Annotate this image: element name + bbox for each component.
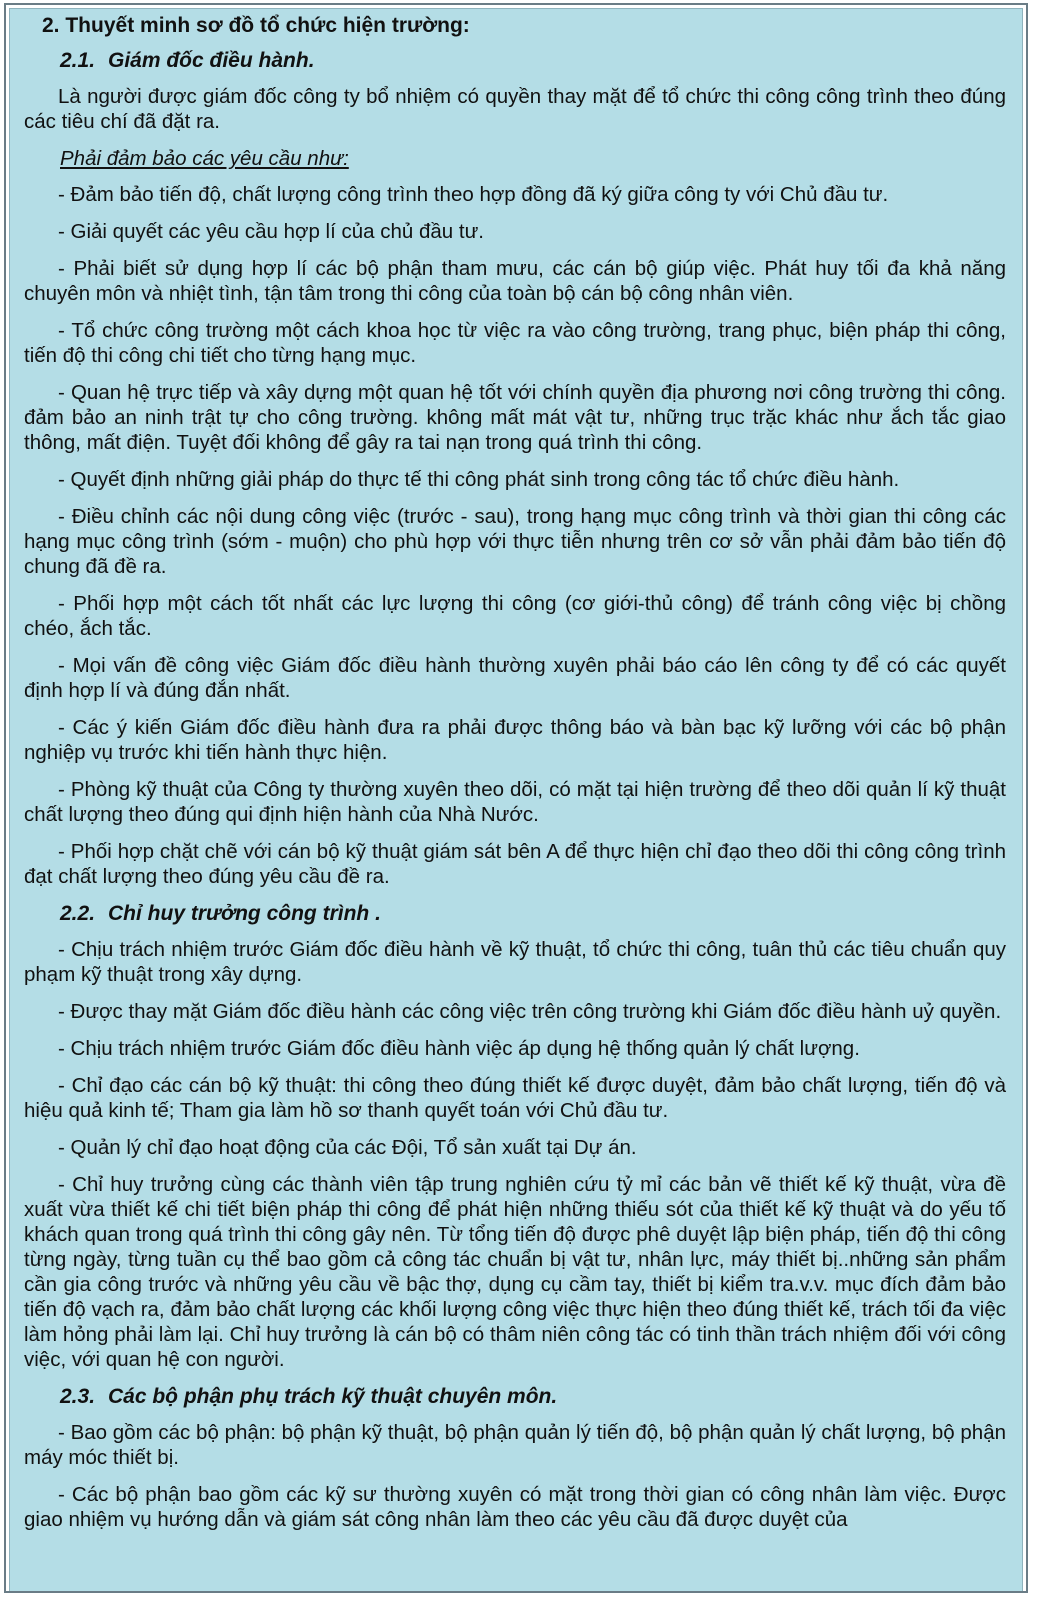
requirements-subheading: Phải đảm bảo các yêu cầu như:	[60, 147, 349, 170]
paragraph: - Quyết định những giải pháp do thực tế thi công phát sinh trong công tác tổ chức điều hành.	[58, 468, 900, 491]
paragraph: - Chịu trách nhiệm trước Giám đốc điều hành việc áp dụng hệ thống quản lý chất lượng.	[58, 1037, 860, 1060]
subsection-number: 2.1.	[60, 49, 96, 72]
subsection-number: 2.2.	[60, 902, 96, 925]
subsection-heading-2-3	[60, 1384, 1006, 1409]
subsection-heading-2-1	[60, 48, 1006, 73]
subsection-title: Các bộ phận phụ trách kỹ thuật chuyên môn.	[108, 1385, 558, 1408]
paragraph: - Được thay mặt Giám đốc điều hành các công việc trên công trường khi Giám đốc điều hành uỷ quyền.	[58, 1000, 1002, 1023]
paragraph: - Đảm bảo tiến độ, chất lượng công trình theo hợp đồng đã ký giữa công ty với Chủ đầu tư.	[58, 183, 889, 206]
subsection-title: Chỉ huy trưởng công trình .	[108, 902, 381, 925]
paragraph: - Bao gồm các bộ phận: bộ phận kỹ thuật, bộ phận quản lý tiến độ, bộ phận quản lý chất lượng, bộ phận máy móc thiết bị.	[24, 1421, 1006, 1469]
section-heading: 2. Thuyết minh sơ đồ tổ chức hiện trường:	[42, 14, 470, 37]
paragraph: - Phải biết sử dụng hợp lí các bộ phận tham mưu, các cán bộ giúp việc. Phát huy tối đa khả năng chuyên môn và nhiệt tình, tận tâm trong thi công của toàn bộ cán bộ công nhân viên.	[24, 257, 1006, 305]
subsection-title: Giám đốc điều hành.	[108, 49, 315, 72]
subsection-heading-2-2	[60, 901, 1006, 926]
paragraph: - Phòng kỹ thuật của Công ty thường xuyên theo dõi, có mặt tại hiện trường để theo dõi quản lí kỹ thuật chất lượng theo đúng qui định hiện hành của Nhà Nước.	[24, 778, 1006, 826]
paragraph: - Các ý kiến Giám đốc điều hành đưa ra phải được thông báo và bàn bạc kỹ lưỡng với các bộ phận nghiệp vụ trước khi tiến hành thực hiện.	[24, 716, 1006, 764]
paragraph: - Chỉ đạo các cán bộ kỹ thuật: thi công theo đúng thiết kế được duyệt, đảm bảo chất lượng, tiến độ và hiệu quả kinh tế; Tham gia làm hồ sơ thanh quyết toán với Chủ đầu tư.	[24, 1074, 1006, 1122]
paragraph: - Chỉ huy trưởng cùng các thành viên tập trung nghiên cứu tỷ mỉ các bản vẽ thiết kế kỹ thuật, vừa đề xuất vừa thiết kế chi tiết biện pháp thi công để phát hiện những thiếu sót của thiết kế kỹ thuật và do yếu tố khách quan trong quá trình thi công gây nên. Từ tổng tiến độ được phê duyệt lập biện pháp, tiến độ thi công từng ngày, từng tuần cụ thể bao gồm cả công tác chuẩn bị vật tư, nhân lực, máy thiết bị..những sản phẩm cần gia công trước và những yêu cầu về bậc thợ, dụng cụ cầm tay, thiết bị kiểm tra.v.v. mục đích đảm bảo tiến độ vạch ra, đảm bảo chất lượng các khối lượng công việc thực hiện theo đúng thiết kế, trách tối đa việc làm hỏng phải làm lại. Chỉ huy trưởng là cán bộ có thâm niên công tác có tinh thần trách nhiệm đối với công việc, với quan hệ con người.	[24, 1173, 1006, 1371]
paragraph: - Phối hợp chặt chẽ với cán bộ kỹ thuật giám sát bên A để thực hiện chỉ đạo theo dõi thi công công trình đạt chất lượng theo đúng yêu cầu đề ra.	[24, 840, 1006, 888]
document-page	[4, 3, 1028, 1593]
paragraph: - Quản lý chỉ đạo hoạt động của các Đội, Tổ sản xuất tại Dự án.	[58, 1136, 637, 1159]
paragraph: - Giải quyết các yêu cầu hợp lí của chủ đầu tư.	[58, 220, 485, 243]
paragraph: - Điều chỉnh các nội dung công việc (trước - sau), trong hạng mục công trình và thời gian thi công các hạng mục công trình (sớm - muộn) cho phù hợp với thực tiễn nhưng trên cơ sở vẫn phải đảm bảo tiến độ chung đã đề ra.	[24, 505, 1006, 578]
paragraph: - Tổ chức công trường một cách khoa học từ việc ra vào công trường, trang phục, biện pháp thi công, tiến độ thi công chi tiết cho từng hạng mục.	[24, 319, 1006, 367]
paragraph: - Mọi vấn đề công việc Giám đốc điều hành thường xuyên phải báo cáo lên công ty để có các quyết định hợp lí và đúng đắn nhất.	[24, 654, 1006, 702]
paragraph: - Các bộ phận bao gồm các kỹ sư thường xuyên có mặt trong thời gian có công nhân làm việc. Được giao nhiệm vụ hướng dẫn và giám sát công nhân làm theo các yêu cầu đã được duyệt của	[24, 1483, 1006, 1531]
paragraph: - Phối hợp một cách tốt nhất các lực lượng thi công (cơ giới-thủ công) để tránh công việc bị chồng chéo, ắch tắc.	[24, 592, 1006, 640]
paragraph: - Quan hệ trực tiếp và xây dựng một quan hệ tốt với chính quyền địa phương nơi công trường thi công. đảm bảo an ninh trật tự cho công trường. không mất mát vật tư, những trục trặc khác như ắch tắc giao thông, mất điện. Tuyệt đối không để gây ra tai nạn trong quá trình thi công.	[24, 381, 1006, 454]
subsection-number: 2.3.	[60, 1385, 96, 1408]
intro-paragraph: Là người được giám đốc công ty bổ nhiệm có quyền thay mặt để tổ chức thi công công trình theo đúng các tiêu chí đã đặt ra.	[24, 85, 1006, 133]
text-panel	[9, 8, 1023, 1591]
paragraph: - Chịu trách nhiệm trước Giám đốc điều hành về kỹ thuật, tổ chức thi công, tuân thủ các tiêu chuẩn quy phạm kỹ thuật trong xây dựng.	[24, 938, 1006, 986]
